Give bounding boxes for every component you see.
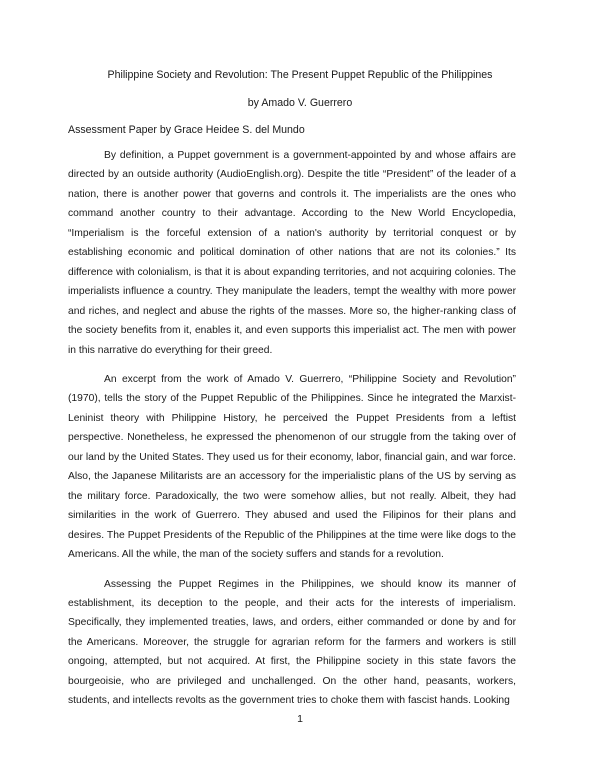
document-title: Philippine Society and Revolution: The Present Puppet Republic of the Philippines [107, 69, 493, 81]
paragraph-2: An excerpt from the work of Amado V. Guerrero, “Philippine Society and Revolution” (1970), tells the story of the Puppet Republic of the Philippines. Since he integrated the Marxist-Leninist theory with Philippine History, he perceived the Puppet Presidents from a leftist perspective. Nonetheless, he expressed the phenomenon of our struggle from the taking over of our land by the United States. They used us for their economy, labor, financial gain, and war force. Also, the Japanese Militarists are an accessory for the imperialistic plans of the US by serving as the military force. Paradoxically, the two were somehow allies, but not really. Albeit, they had similarities in the work of Guerrero. They abused and used the Filipinos for their plans and desires. The Puppet Presidents of the Republic of the Philippines at the time were like dogs to the Americans. All the while, the man of the society suffers and stands for a revolution. [68, 373, 516, 561]
document-author: by Amado V. Guerrero [247, 97, 353, 109]
assessment-line: Assessment Paper by Grace Heidee S. del Mundo [68, 124, 305, 136]
paragraph-3: Assessing the Puppet Regimes in the Philippines, we should know its manner of establishment, its deception to the people, and their acts for the interests of imperialism. Specifically, they implemented treaties, laws, and orders, either commanded or done by and for the Americans. Moreover, the struggle for agrarian reform for the farmers and workers is still ongoing, attempted, but not acquired. At first, the Philippine society in this state favors the bourgeoisie, who are privileged and unchallenged. On the other hand, peasants, workers, students, and intellects revolts as the government tries to choke them with fascist hands. Looking [68, 578, 516, 707]
page-number: 1 [297, 713, 303, 725]
body-text [68, 146, 516, 721]
paragraph-1: By definition, a Puppet government is a government-appointed by and whose affairs are directed by an outside authority (AudioEnglish.org). Despite the title “President” of the leader of a nation, there is another power that governs and controls it. The imperialists are the ones who command another country to their advantage. According to the New World Encyclopedia, “Imperialism is the forceful extension of a nation's authority by territorial conquest or by establishing economic and political domination of other nations that are not its colonies.” Its difference with colonialism, is that it is about expanding territories, and not acquiring colonies. The imperialists influence a country. They manipulate the leaders, tempt the wealthy with more power and riches, and neglect and abuse the rights of the masses. More so, the higher-ranking class of the society benefits from it, enables it, and even supports this imperialist act. The men with power in this narrative do everything for their greed. [68, 150, 516, 356]
